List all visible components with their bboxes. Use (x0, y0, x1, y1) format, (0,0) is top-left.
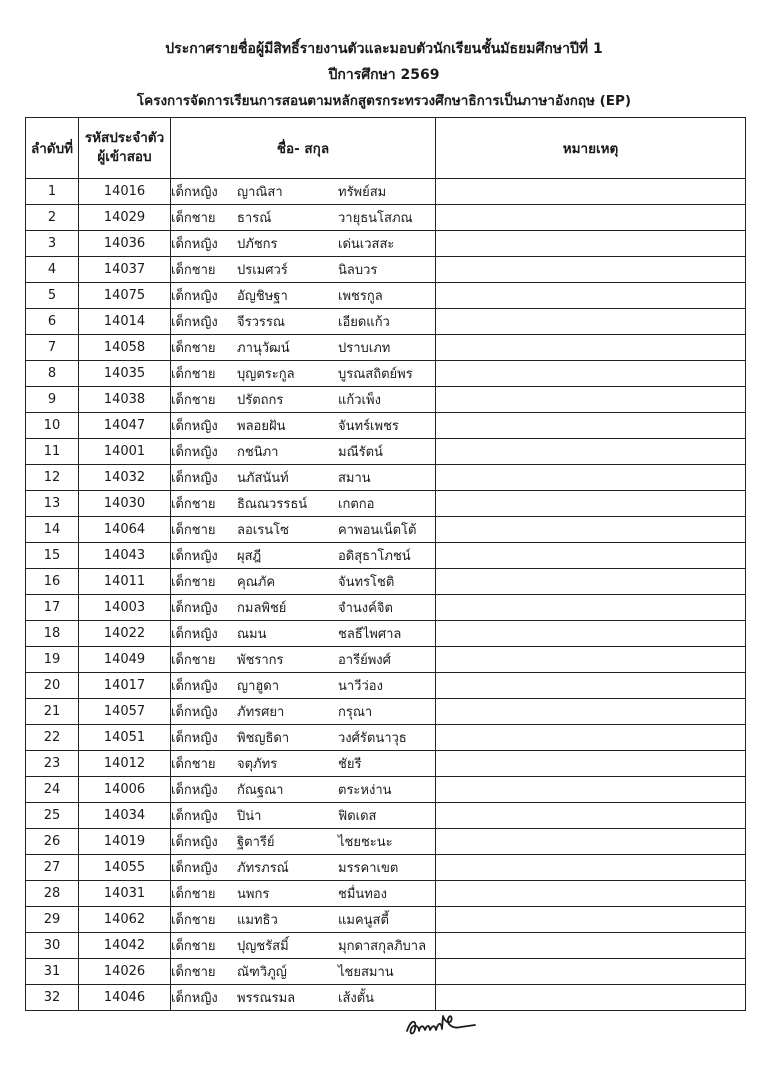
row-number: 32 (26, 985, 79, 1011)
name-prefix: เด็กหญิง (171, 601, 218, 616)
last-name: ตระหง่าน (338, 783, 392, 798)
last-name: สมาน (338, 471, 371, 486)
document-header (0, 36, 768, 114)
last-name: มุกดาสกุลภิบาล (338, 939, 427, 954)
name-prefix: เด็กหญิง (171, 419, 218, 434)
row-number: 11 (26, 439, 79, 465)
table-row (26, 231, 746, 257)
first-name: กัณฐณา (237, 783, 284, 798)
student-name (171, 205, 436, 231)
first-name: จตุภัทร (237, 757, 278, 772)
table-row (26, 751, 746, 777)
remark (436, 231, 746, 257)
column-header-no: ลำดับที่ (26, 118, 79, 179)
exam-code: 14057 (79, 699, 171, 725)
program-name: โครงการจัดการเรียนการสอนตามหลักสูตรกระทรวงศึกษาธิการเป็นภาษาอังกฤษ (EP) (136, 93, 632, 109)
table-row (26, 257, 746, 283)
name-prefix: เด็กหญิง (171, 549, 218, 564)
first-name: แมทธิว (237, 913, 278, 928)
name-prefix: เด็กชาย (171, 757, 216, 772)
student-name (171, 387, 436, 413)
first-name: ณัฑวิภูญ์ (237, 965, 287, 980)
table-row (26, 907, 746, 933)
remark (436, 387, 746, 413)
name-prefix: เด็กชาย (171, 393, 216, 408)
table-row (26, 777, 746, 803)
exam-code: 14019 (79, 829, 171, 855)
name-prefix: เด็กชาย (171, 367, 216, 382)
table-row (26, 413, 746, 439)
name-prefix: เด็กหญิง (171, 861, 218, 876)
remark (436, 465, 746, 491)
student-name (171, 361, 436, 387)
last-name: กรุณา (338, 705, 373, 720)
last-name: ไชยสมาน (338, 965, 394, 980)
exam-code: 14030 (79, 491, 171, 517)
name-prefix: เด็กหญิง (171, 679, 218, 694)
name-prefix: เด็กชาย (171, 263, 216, 278)
remark (436, 933, 746, 959)
row-number: 13 (26, 491, 79, 517)
first-name: ณมน (237, 627, 267, 642)
last-name: เส้งตั้น (338, 991, 375, 1006)
row-number: 29 (26, 907, 79, 933)
row-number: 12 (26, 465, 79, 491)
remark (436, 335, 746, 361)
academic-year: ปีการศึกษา 2569 (328, 67, 440, 83)
last-name: วายุธนโสภณ (338, 211, 413, 226)
table-row (26, 543, 746, 569)
row-number: 18 (26, 621, 79, 647)
name-prefix: เด็กหญิง (171, 731, 218, 746)
last-name: คาพอนเน็ตโต้ (338, 523, 417, 538)
row-number: 19 (26, 647, 79, 673)
student-name (171, 517, 436, 543)
last-name: จันทรโชติ (338, 575, 395, 590)
exam-code: 14014 (79, 309, 171, 335)
last-name: ทรัพย์สม (338, 185, 387, 200)
row-number: 3 (26, 231, 79, 257)
remark (436, 647, 746, 673)
last-name: เพชรกูล (338, 289, 383, 304)
last-name: เกตกอ (338, 497, 375, 512)
exam-code: 14032 (79, 465, 171, 491)
row-number: 31 (26, 959, 79, 985)
student-name (171, 933, 436, 959)
row-number: 10 (26, 413, 79, 439)
table-row (26, 595, 746, 621)
last-name: อดิสุธาโภชน์ (338, 549, 411, 564)
last-name: นาวีว่อง (338, 679, 383, 694)
table-header-row (26, 118, 746, 179)
name-prefix: เด็กหญิง (171, 289, 218, 304)
table-row (26, 387, 746, 413)
name-prefix: เด็กชาย (171, 211, 216, 226)
exam-code: 14017 (79, 673, 171, 699)
signature (403, 1005, 483, 1041)
table-body (26, 179, 746, 1011)
last-name: มรรคาเขต (338, 861, 399, 876)
name-prefix: เด็กหญิง (171, 991, 218, 1006)
first-name: ฐิตารีย์ (237, 835, 275, 850)
row-number: 1 (26, 179, 79, 205)
exam-code: 14037 (79, 257, 171, 283)
student-name (171, 491, 436, 517)
exam-code: 14047 (79, 413, 171, 439)
table-row (26, 491, 746, 517)
remark (436, 179, 746, 205)
remark (436, 959, 746, 985)
table-row (26, 959, 746, 985)
name-prefix: เด็กหญิง (171, 471, 218, 486)
remark (436, 413, 746, 439)
first-name: ธิณณวรรธน์ (237, 497, 308, 512)
remark (436, 803, 746, 829)
last-name: ฟิดเดส (338, 809, 377, 824)
student-name (171, 907, 436, 933)
remark (436, 439, 746, 465)
table-row (26, 933, 746, 959)
table-row (26, 699, 746, 725)
exam-code: 14049 (79, 647, 171, 673)
name-prefix: เด็กชาย (171, 965, 216, 980)
student-name (171, 751, 436, 777)
remark (436, 829, 746, 855)
last-name: เอียดแก้ว (338, 315, 390, 330)
remark (436, 257, 746, 283)
exam-code: 14038 (79, 387, 171, 413)
exam-code: 14075 (79, 283, 171, 309)
last-name: อารีย์พงศ์ (338, 653, 391, 668)
table-row (26, 881, 746, 907)
row-number: 5 (26, 283, 79, 309)
student-name (171, 413, 436, 439)
student-name (171, 699, 436, 725)
exam-code: 14022 (79, 621, 171, 647)
name-prefix: เด็กชาย (171, 653, 216, 668)
student-name (171, 595, 436, 621)
column-header-remark: หมายเหตุ (436, 118, 746, 179)
student-name (171, 335, 436, 361)
name-prefix: เด็กชาย (171, 939, 216, 954)
name-prefix: เด็กหญิง (171, 835, 218, 850)
last-name: นิลบวร (338, 263, 378, 278)
first-name: ปิน่า (237, 809, 262, 824)
table-row (26, 985, 746, 1011)
row-number: 2 (26, 205, 79, 231)
student-name (171, 985, 436, 1011)
name-prefix: เด็กหญิง (171, 185, 218, 200)
first-name: พลอยฝัน (237, 419, 286, 434)
exam-code: 14016 (79, 179, 171, 205)
remark (436, 699, 746, 725)
name-prefix: เด็กชาย (171, 523, 216, 538)
remark (436, 517, 746, 543)
name-prefix: เด็กหญิง (171, 315, 218, 330)
table-row (26, 309, 746, 335)
last-name: ไชยชะนะ (338, 835, 393, 850)
name-prefix: เด็กชาย (171, 341, 216, 356)
remark (436, 673, 746, 699)
student-roster-table (25, 117, 746, 1011)
column-header-code-line1: รหัสประจำตัว (84, 130, 165, 146)
table-row (26, 803, 746, 829)
last-name: ชัยรี (338, 757, 362, 772)
exam-code: 14001 (79, 439, 171, 465)
student-name (171, 881, 436, 907)
name-prefix: เด็กหญิง (171, 783, 218, 798)
student-name (171, 309, 436, 335)
row-number: 22 (26, 725, 79, 751)
row-number: 26 (26, 829, 79, 855)
last-name: เด่นเวสสะ (338, 237, 395, 252)
row-number: 25 (26, 803, 79, 829)
remark (436, 881, 746, 907)
table-row (26, 335, 746, 361)
student-name (171, 231, 436, 257)
exam-code: 14042 (79, 933, 171, 959)
student-name (171, 777, 436, 803)
first-name: ภัทรศยา (237, 705, 285, 720)
table-row (26, 569, 746, 595)
first-name: นภัสนันท์ (237, 471, 289, 486)
table-row (26, 725, 746, 751)
exam-code: 14035 (79, 361, 171, 387)
exam-code: 14029 (79, 205, 171, 231)
student-name (171, 673, 436, 699)
exam-code: 14011 (79, 569, 171, 595)
exam-code: 14062 (79, 907, 171, 933)
row-number: 27 (26, 855, 79, 881)
remark (436, 283, 746, 309)
first-name: คุณภัค (237, 575, 276, 590)
student-name (171, 855, 436, 881)
exam-code: 14034 (79, 803, 171, 829)
table-row (26, 179, 746, 205)
exam-code: 14051 (79, 725, 171, 751)
name-prefix: เด็กหญิง (171, 627, 218, 642)
remark (436, 205, 746, 231)
exam-code: 14036 (79, 231, 171, 257)
last-name: แมคนูสตี้ (338, 913, 389, 928)
exam-code: 14006 (79, 777, 171, 803)
table-row (26, 673, 746, 699)
row-number: 17 (26, 595, 79, 621)
first-name: จีรวรรณ (237, 315, 285, 330)
first-name: พรรณรมล (237, 991, 296, 1006)
exam-code: 14058 (79, 335, 171, 361)
first-name: ปภัชกร (237, 237, 278, 252)
last-name: จำนงค์จิต (338, 601, 393, 616)
first-name: พัชรากร (237, 653, 284, 668)
last-name: ปราบเภท (338, 341, 391, 356)
first-name: ปรัตถกร (237, 393, 284, 408)
row-number: 30 (26, 933, 79, 959)
first-name: บุญตระกูล (237, 367, 295, 382)
remark (436, 855, 746, 881)
student-name (171, 543, 436, 569)
row-number: 24 (26, 777, 79, 803)
name-prefix: เด็กชาย (171, 887, 216, 902)
remark (436, 309, 746, 335)
table-row (26, 439, 746, 465)
last-name: มณีรัตน์ (338, 445, 383, 460)
row-number: 6 (26, 309, 79, 335)
student-name (171, 803, 436, 829)
last-name: วงศ์รัตนาวุธ (338, 731, 407, 746)
column-header-code-line2: ผู้เข้าสอบ (97, 149, 152, 165)
column-header-code (79, 118, 171, 179)
row-number: 8 (26, 361, 79, 387)
first-name: ภานุวัฒน์ (237, 341, 290, 356)
remark (436, 907, 746, 933)
table-row (26, 465, 746, 491)
name-prefix: เด็กหญิง (171, 237, 218, 252)
remark (436, 751, 746, 777)
row-number: 15 (26, 543, 79, 569)
row-number: 20 (26, 673, 79, 699)
name-prefix: เด็กชาย (171, 913, 216, 928)
first-name: กชนิภา (237, 445, 279, 460)
row-number: 14 (26, 517, 79, 543)
column-header-name: ชื่อ- สกุล (171, 118, 436, 179)
name-prefix: เด็กหญิง (171, 445, 218, 460)
last-name: ชมื่นทอง (338, 887, 388, 902)
document-title: ประกาศรายชื่อผู้มีสิทธิ์รายงานตัวและมอบตัวนักเรียนชั้นมัธยมศึกษาปีที่ 1 (165, 41, 603, 57)
row-number: 23 (26, 751, 79, 777)
student-name (171, 569, 436, 595)
table-row (26, 283, 746, 309)
row-number: 7 (26, 335, 79, 361)
student-name (171, 465, 436, 491)
table-row (26, 829, 746, 855)
first-name: ญาณิสา (237, 185, 283, 200)
student-name (171, 257, 436, 283)
exam-code: 14046 (79, 985, 171, 1011)
exam-code: 14043 (79, 543, 171, 569)
last-name: จันทร์เพชร (338, 419, 399, 434)
first-name: ผุสฎี (237, 549, 262, 564)
remark (436, 491, 746, 517)
row-number: 16 (26, 569, 79, 595)
exam-code: 14003 (79, 595, 171, 621)
student-name (171, 621, 436, 647)
student-name (171, 725, 436, 751)
remark (436, 621, 746, 647)
name-prefix: เด็กหญิง (171, 705, 218, 720)
exam-code: 14031 (79, 881, 171, 907)
student-name (171, 647, 436, 673)
table-row (26, 205, 746, 231)
name-prefix: เด็กหญิง (171, 809, 218, 824)
remark (436, 569, 746, 595)
first-name: นพกร (237, 887, 270, 902)
student-name (171, 959, 436, 985)
first-name: ลอเรนโซ (237, 523, 289, 538)
student-name (171, 179, 436, 205)
last-name: บูรณสถิตย์พร (338, 367, 413, 382)
student-name (171, 829, 436, 855)
row-number: 4 (26, 257, 79, 283)
last-name: ชลธีไพศาล (338, 627, 402, 642)
first-name: กมลพิชย์ (237, 601, 287, 616)
remark (436, 543, 746, 569)
row-number: 9 (26, 387, 79, 413)
table-row (26, 647, 746, 673)
student-name (171, 439, 436, 465)
exam-code: 14064 (79, 517, 171, 543)
table-row (26, 361, 746, 387)
table-row (26, 855, 746, 881)
first-name: ญาฮูดา (237, 679, 280, 694)
remark (436, 725, 746, 751)
first-name: พิชญธิดา (237, 731, 290, 746)
remark (436, 595, 746, 621)
table-row (26, 517, 746, 543)
remark (436, 777, 746, 803)
last-name: แก้วเพ็ง (338, 393, 381, 408)
first-name: ธารณ์ (237, 211, 272, 226)
student-name (171, 283, 436, 309)
first-name: อัญชิษฐา (237, 289, 288, 304)
row-number: 28 (26, 881, 79, 907)
exam-code: 14026 (79, 959, 171, 985)
name-prefix: เด็กชาย (171, 497, 216, 512)
exam-code: 14055 (79, 855, 171, 881)
remark (436, 361, 746, 387)
first-name: ปุญชรัสมิ์ (237, 939, 289, 954)
name-prefix: เด็กชาย (171, 575, 216, 590)
exam-code: 14012 (79, 751, 171, 777)
row-number: 21 (26, 699, 79, 725)
first-name: ปรเมศวร์ (237, 263, 288, 278)
first-name: ภัทรภรณ์ (237, 861, 289, 876)
table-row (26, 621, 746, 647)
